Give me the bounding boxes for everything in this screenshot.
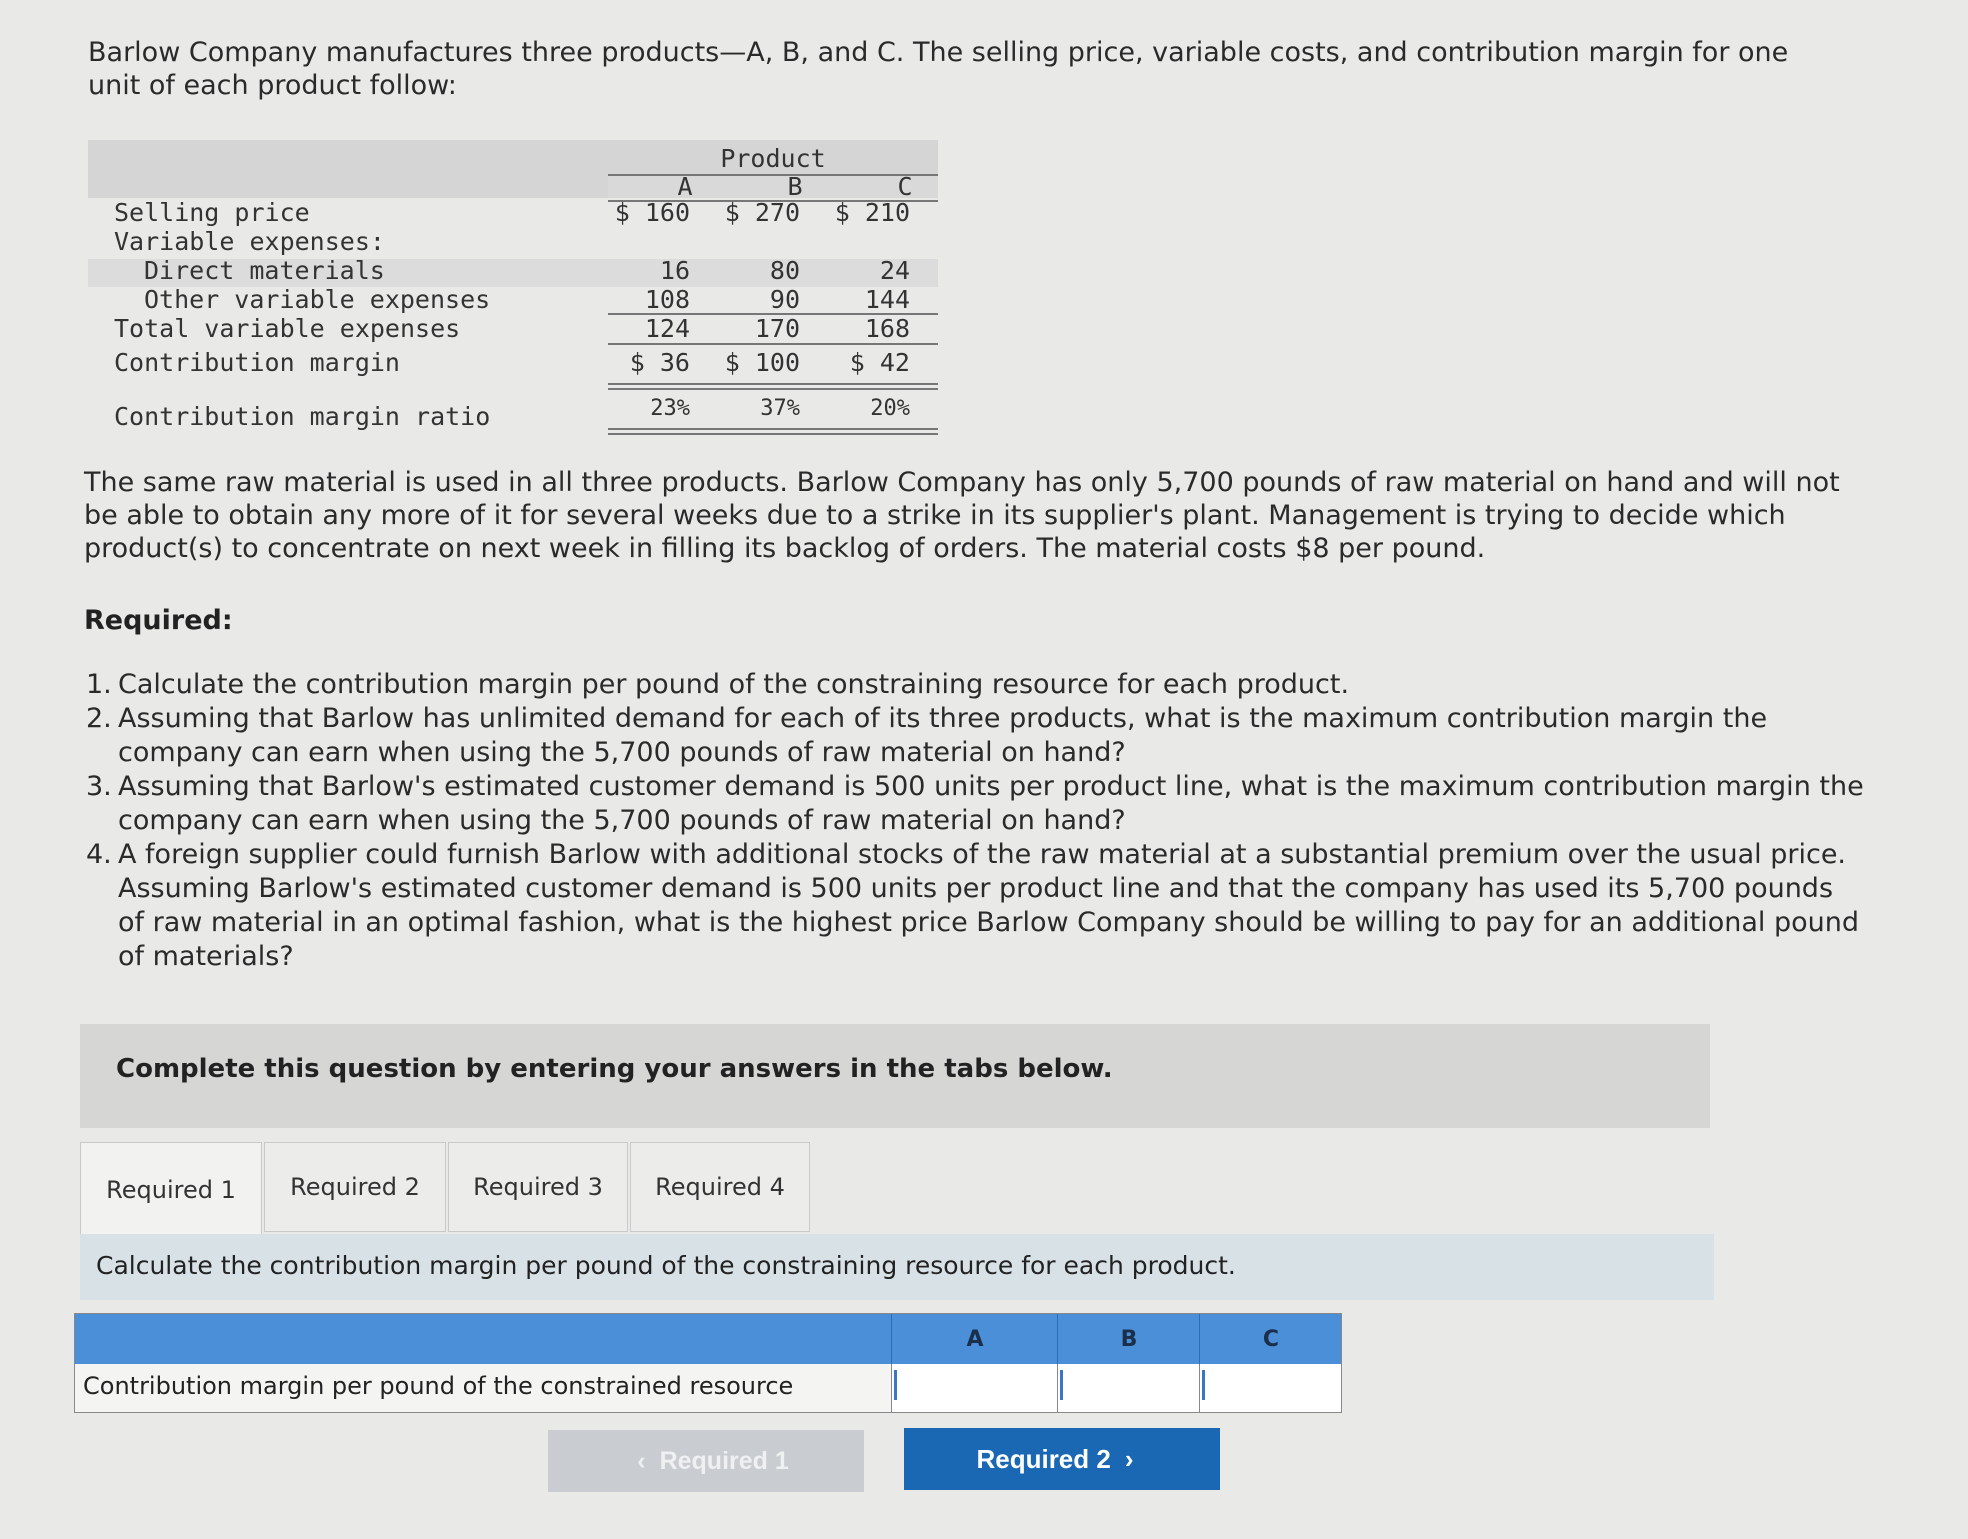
answer-input-a[interactable] [892,1364,1057,1412]
tab-instruction: Calculate the contribution margin per pound of the constraining resource for each product. [80,1234,1714,1300]
table-row-contribution-margin: Contribution margin $ 36 $ 100 $ 42 [114,348,910,377]
answer-cell-c[interactable] [1199,1364,1341,1412]
answer-table-header [75,1314,1341,1364]
list-item: 4. A foreign supplier could furnish Barlow with additional stocks of the raw material at a substantial premium over the usual price. Assuming Barlow's estimated customer demand is 500 units per product line and that the company has used its 5,700 pounds of raw material in an optimal fashion, what is the highest price Barlow Company should be willing to pay for an additional pound of materials? [86,839,1860,972]
table-row-direct-materials: Direct materials 16 80 24 [144,256,910,285]
answer-table [74,1313,1342,1413]
table-row-other-variable-expenses: Other variable expenses 108 90 144 [144,285,910,314]
column-header-c: C [897,172,913,201]
chevron-left-icon: ‹ [637,1446,646,1475]
product-table [88,140,938,440]
answer-input-c[interactable] [1200,1364,1341,1412]
answer-column-a: A [891,1314,1058,1364]
next-required-button[interactable]: Required 2 › [904,1428,1220,1490]
tab-required-2[interactable]: Required 2 [264,1142,446,1232]
table-row-cm-ratio: Contribution margin ratio 23% 37% 20% [114,396,910,431]
answer-cell-a[interactable] [891,1364,1057,1412]
tab-required-3[interactable]: Required 3 [448,1142,628,1232]
complete-instruction-banner: Complete this question by entering your answers in the tabs below. [80,1024,1710,1128]
chevron-right-icon: › [1124,1443,1134,1474]
table-row-total-variable-expenses: Total variable expenses 124 170 168 [114,314,910,343]
column-header-b: B [787,172,803,201]
table-row-variable-expenses: Variable expenses: [114,227,385,256]
answer-column-b: B [1057,1314,1200,1364]
tab-required-1[interactable]: Required 1 [80,1142,262,1236]
column-header-a: A [677,172,693,201]
table-header-band [88,140,608,198]
answer-row-label: Contribution margin per pound of the constrained resource [83,1372,794,1400]
answer-input-b[interactable] [1058,1364,1199,1412]
list-item: 3. Assuming that Barlow's estimated customer demand is 500 units per product line, what is the maximum contribution margin the company can earn when using the 5,700 pounds of raw material on hand? [86,771,1864,836]
list-item: 1. Calculate the contribution margin per pound of the constraining resource for each product. [86,669,1350,700]
prev-required-button[interactable]: ‹ Required 1 [548,1430,864,1492]
product-group-header: Product [720,144,826,173]
required-tabs [80,1142,1710,1234]
tab-required-4[interactable]: Required 4 [630,1142,810,1232]
table-row-selling-price: Selling price $ 160 $ 270 $ 210 [114,198,910,227]
answer-cell-b[interactable] [1057,1364,1199,1412]
list-item: 2. Assuming that Barlow has unlimited demand for each of its three products, what is the maximum contribution margin the company can earn when using the 5,700 pounds of raw material on hand? [86,703,1768,768]
required-title: Required: [84,605,233,636]
requirements-list [86,668,1866,974]
intro-text: Barlow Company manufactures three products—A, B, and C. The selling price, variable costs, and contribution margin for one unit of each product follow: [88,37,1789,101]
problem-paragraph: The same raw material is used in all three products. Barlow Company has only 5,700 pounds of raw material on hand and will not be able to obtain any more of it for several weeks due to a strike in its supplier's plant. Management is trying to decide which product(s) to concentrate on next week in filling its backlog of orders. The material costs $8 per pound. [84,467,1840,564]
answer-column-c: C [1199,1314,1342,1364]
